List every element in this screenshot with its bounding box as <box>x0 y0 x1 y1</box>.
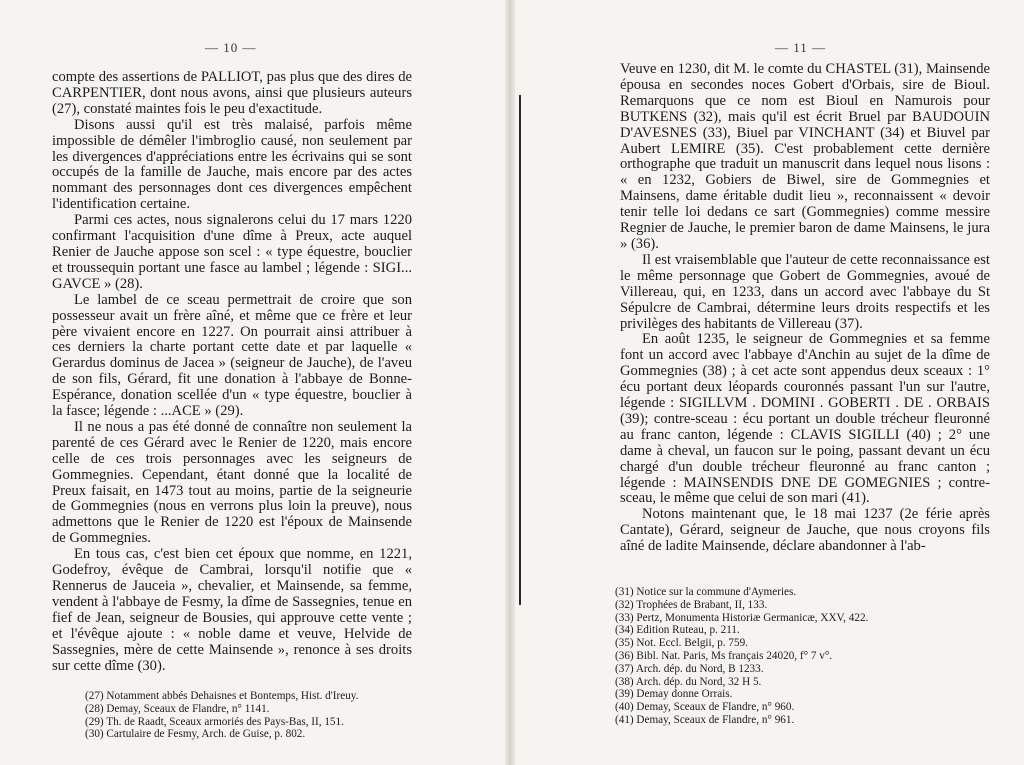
footnote: (34) Edition Ruteau, p. 211. <box>615 624 740 637</box>
footnote: (31) Notice sur la commune d'Aymeries. <box>615 586 797 598</box>
footnotes <box>615 586 955 727</box>
paragraph: Notons maintenant que, le 18 mai 1237 (2e férie après Cantate), Gérard, seigneur de Jauche, que nous croyons fils aîné de ladite Mainsende, déclare abandonner à l'ab- <box>620 506 990 555</box>
footnotes <box>85 690 425 741</box>
paragraph: Parmi ces actes, nous signalerons celui du 17 mars 1220 confirmant l'acquisition d'une dîme à Preux, acte auquel Renier de Jauche appose son scel : « type équestre, bouclier et troussequin portant une fasce au lambel ; légende : SIGI... GAVCE » (28). <box>52 212 412 292</box>
footnote: (35) Not. Eccl. Belgii, p. 759. <box>615 637 748 650</box>
footnote: (39) Demay donne Orrais. <box>615 688 733 701</box>
paragraph: En tous cas, c'est bien cet époux que nomme, en 1221, Godefroy, évêque de Cambrai, lorsqu'il notifie que « Rennerus de Jauceia », chevalier, et Mainsende, sa femme, vendent à l'abbaye de Fesmy, la dîme de Sassegnies, tenue en fief de Jean, seigneur de Bousies, qui approuve cette vente ; et l'évêque ajoute : « noble dame et veuve, Helvide de Sassegnies, mère de cette Mainsende », renonce à ses droits sur cette dîme (30). <box>52 546 412 674</box>
footnote: (37) Arch. dép. du Nord, B 1233. <box>615 662 764 675</box>
paragraph: Il est vraisemblable que l'auteur de cette reconnaissance est le même personnage que Gobert de Gommegnies, avoué de Villereau, qui, en 1233, dans un accord avec l'abbaye du St Sépulcre de Cambrai, détermine leurs droits respectifs et les privilèges des habitants de Villereau (37). <box>620 251 990 332</box>
footnote: (33) Pertz, Monumenta Historiæ Germanicæ, XXV, 422. <box>615 611 869 624</box>
page-number: — 10 — <box>205 40 257 55</box>
body-text <box>620 62 990 555</box>
footnote: (28) Demay, Sceaux de Flandre, n° 1141. <box>85 702 270 715</box>
paragraph: compte des assertions de PALLIOT, pas plus que des dires de CARPENTIER, dont nous avons, ainsi que plusieurs auteurs (27), constaté maintes fois le peu d'exactitude. <box>52 69 412 117</box>
footnote: (38) Arch. dép. du Nord, 32 H 5. <box>615 675 762 688</box>
paragraph: Le lambel de ce sceau permettrait de croire que son possesseur avait un frère aîné, et même que ce frère et leur père vivaient encore en 1227. On pourrait ainsi attribuer à ces derniers la charte portant cette date et par laquelle « Gerardus dominus de Jacea » (seigneur de Jauche), de l'aveu de son fils, Gérard, fit une donation à l'abbaye de Bonne-Espérance, donation scellée d'un « type équestre, bouclier à la fasce; légende : ...ACE » (29). <box>52 291 412 420</box>
paragraph: Il ne nous a pas été donné de connaître non seulement la parenté de ces Gérard avec le Renier de 1220, mais encore celle de ces trois personnages avec les seigneurs de Gommegnies. Cependant, étant donné que la localité de Preux faisait, en 1473 tout au moins, partie de la seigneurie de Gommegnies (nous en verrons plus loin la preuve), nous admettons que le Renier de 1220 est l'époux de Mainsende de Gommegnies. <box>52 418 412 547</box>
footnote: (27) Notamment abbés Dehaisnes et Bontemps, Hist. d'Ireuy. <box>85 690 359 702</box>
footnote: (40) Demay, Sceaux de Flandre, n° 960. <box>615 701 795 714</box>
footnote: (29) Th. de Raadt, Sceaux armoriés des Pays-Bas, II, 151. <box>85 715 344 728</box>
footnote: (30) Cartulaire de Fesmy, Arch. de Guise, p. 802. <box>85 728 306 741</box>
footnote: (36) Bibl. Nat. Paris, Ms français 24020, f° 7 v°. <box>615 649 833 662</box>
paragraph: Veuve en 1230, dit M. le comte du CHASTEL (31), Mainsende épousa en secondes noces Gobert d'Orbais, sire de Bioul. Remarquons que ce nom est Bioul en Namurois pour BUTKENS (32), mais qu'il est écrit Bruel par BAUDOUIN D'AVESNES (33), Biuel par VINCHANT (34) et Biuvel par Aubert LEMIRE (35). C'est probablement cette dernière orthographe que traduit un manuscrit dans lequel nous lisons : « en 1232, Gobiers de Biwel, sire de Gommegnies et Mainsens, dame éritable dudit lieu », reconnaissent « devoir tenir telle loi dedans ce sart (Gommegnies) comme messire Regnier de Jauche, le premier baron de dame Mainsens, le jura » (36). <box>620 61 990 252</box>
paragraph: Disons aussi qu'il est très malaisé, parfois même impossible de démêler l'imbroglio causé, non seulement par les divergences d'appréciations entre les écrivains qui se sont occupés de la famille de Jauche, mais encore par des actes nommant des personnages dont ces divergences empêchent l'identification certaine. <box>52 116 412 213</box>
left-page <box>0 0 505 765</box>
right-page <box>515 0 1024 765</box>
footnote: (41) Demay, Sceaux de Flandre, n° 961. <box>615 713 795 726</box>
footnote: (32) Trophées de Brabant, II, 133. <box>615 598 768 611</box>
paragraph: En août 1235, le seigneur de Gommegnies et sa femme font un accord avec l'abbaye d'Anchin au sujet de la dîme de Gommegnies (38) ; à cet acte sont appendus deux sceaux : 1° écu portant deux léopards couronnés passant l'un sur l'autre, légende : SIGILLVM . DOMINI . GOBERTI . DE . ORBAIS (39); contre-sceau : écu portant un double trécheur fleuronné au franc canton, légende : CLAVIS SIGILLI (40) ; 2° une dame à cheval, un faucon sur le poing, passant devant un écu chargé d'un double trécheur fleuronné au franc canton ; légende : MAINSENDIS DNE DE GOMEGNIES ; contre-sceau, le même que celui de son mari (41). <box>620 331 990 507</box>
book-gutter <box>505 0 515 765</box>
body-text <box>52 70 412 674</box>
page-number: — 11 — <box>775 40 827 55</box>
